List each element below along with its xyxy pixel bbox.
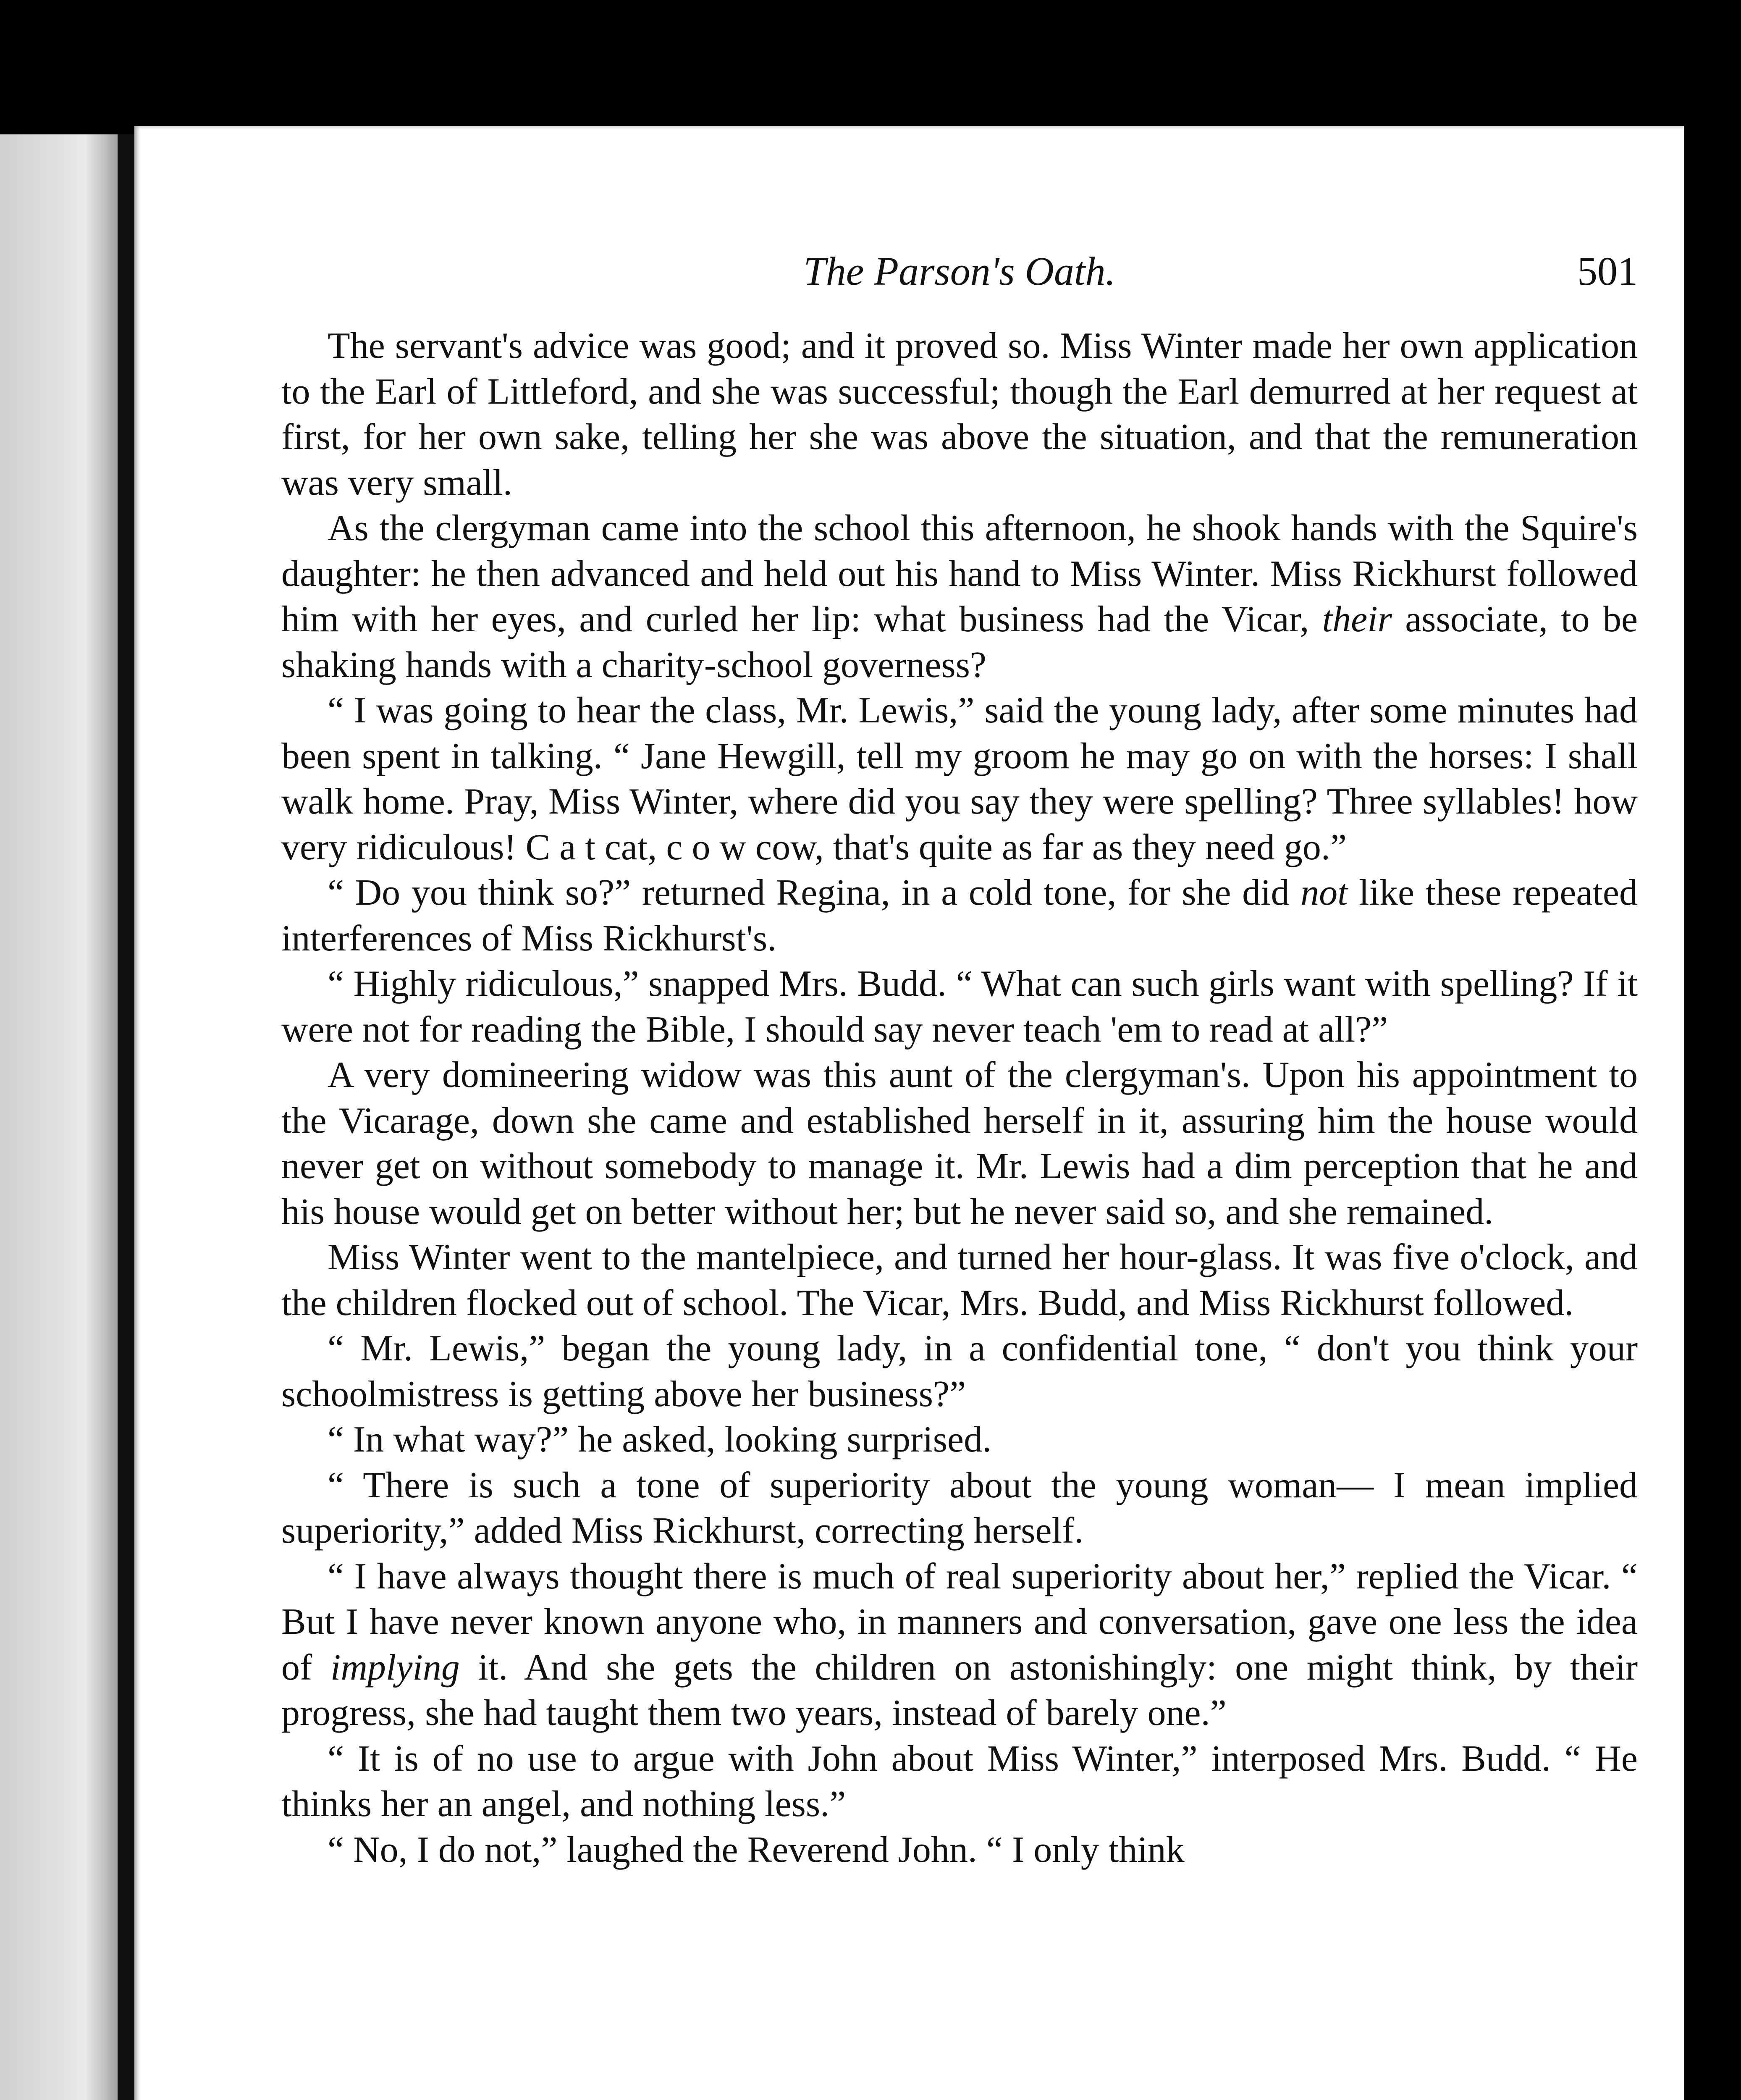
paragraph <box>281 1417 1638 1463</box>
paragraph <box>281 870 1638 961</box>
body-text <box>281 323 1638 1873</box>
paragraph <box>281 506 1638 688</box>
text-segment: “ Highly ridiculous,” snapped Mrs. Budd. “ What can such girls want with spelling? If it were not for reading the Bible, I should say never teach 'em to read at all?” <box>281 963 1638 1050</box>
text-segment: A very domineering widow was this aunt of the clergyman's. Upon his appointment to the Vicarage, down she came and established herself in it, assuring him the house would never get on without somebody to manage it. Mr. Lewis had a dim perception that he and his house would get on better without her; but he never said so, and she remained. <box>281 1055 1638 1232</box>
text-segment: “ Mr. Lewis,” began the young lady, in a confidential tone, “ don't you think your schoolmistress is getting above her business?” <box>281 1328 1638 1415</box>
text-segment: “ There is such a tone of superiority about the young woman— I mean implied superiority,” added Miss Rickhurst, correcting herself. <box>281 1465 1638 1551</box>
book-spine <box>118 134 134 2100</box>
book-page <box>134 126 1684 2100</box>
paragraph <box>281 1554 1638 1736</box>
paragraph <box>281 1827 1638 1873</box>
text-segment: “ I have always thought there is much of real superiority about her,” replied the Vicar. “ But I have never known anyone who, in manners and conversation, gave one less the idea of <box>281 1556 1638 1688</box>
page-number: 501 <box>1577 249 1638 294</box>
italic-text: their <box>1322 599 1392 640</box>
paragraph <box>281 1053 1638 1235</box>
text-segment: “ Do you think so?” returned Regina, in a cold tone, for she did <box>328 872 1301 913</box>
paragraph <box>281 1463 1638 1554</box>
text-segment: “ It is of no use to argue with John about Miss Winter,” interposed Mrs. Budd. “ He thinks her an angel, and nothing less.” <box>281 1738 1638 1824</box>
running-title: The Parson's Oath. <box>803 249 1116 294</box>
text-segment: it. And she gets the children on astonishingly: one might think, by their progress, she had taught them two years, instead of barely one.” <box>281 1647 1638 1733</box>
text-segment: Miss Winter went to the mantelpiece, and turned her hour-glass. It was five o'clock, and the children flocked out of school. The Vicar, Mrs. Budd, and Miss Rickhurst followed. <box>281 1237 1638 1323</box>
page-header <box>281 248 1638 315</box>
text-segment: As the clergyman came into the school this afternoon, he shook hands with the Squire's daughter: he then advanced and held out his hand to Miss Winter. Miss Rickhurst followed him with her eyes, and curled her lip: what business had the Vicar, <box>281 508 1638 640</box>
text-segment: “ I was going to hear the class, Mr. Lewis,” said the young lady, after some minutes had been spent in talking. “ Jane Hewgill, tell my groom he may go on with the horses: I shall walk home. Pray, Miss Winter, where did you say they were spelling? Three syllables! how very ridiculous! C a t cat, c o w cow, that's quite as far as they need go.” <box>281 690 1638 868</box>
italic-text: implying <box>330 1647 460 1688</box>
paragraph <box>281 1736 1638 1827</box>
paragraph <box>281 688 1638 870</box>
paragraph <box>281 961 1638 1053</box>
paragraph <box>281 1235 1638 1326</box>
text-segment: associate, to be shaking hands with a charity-school governess? <box>281 599 1638 685</box>
paragraph <box>281 323 1638 506</box>
italic-text: not <box>1301 872 1348 913</box>
text-segment: The servant's advice was good; and it proved so. Miss Winter made her own application to the Earl of Littleford, and she was successful; though the Earl demurred at her request at first, for her own sake, telling her she was above the situation, and that the remuneration was very small. <box>281 326 1638 503</box>
text-segment: “ No, I do not,” laughed the Reverend John. “ I only think <box>328 1829 1185 1870</box>
paragraph <box>281 1326 1638 1417</box>
text-segment: like these repeated interferences of Miss Rickhurst's. <box>281 872 1638 959</box>
left-page-edge <box>0 134 122 2100</box>
text-segment: “ In what way?” he asked, looking surprised. <box>328 1419 992 1460</box>
